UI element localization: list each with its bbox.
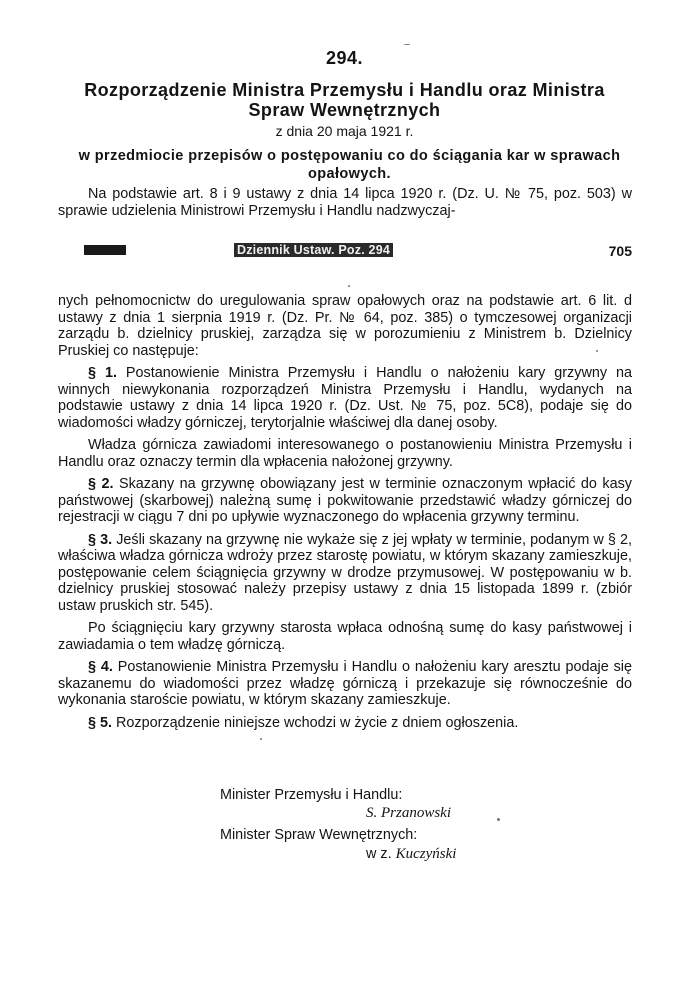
- section-1-paragraph-2: [58, 437, 632, 470]
- section-3-paragraph-2: [58, 620, 632, 653]
- scan-speck: [404, 44, 410, 45]
- section-1: [58, 365, 632, 431]
- section-3: [58, 532, 632, 615]
- section-label: § 2.: [88, 476, 114, 492]
- scan-speck: [348, 285, 350, 287]
- signature-surname: Kuczyński: [395, 846, 457, 862]
- scan-speck: [260, 738, 262, 740]
- header-journal-title: Dziennik Ustaw. Poz. 294: [234, 243, 393, 257]
- intro-paragraph: Na podstawie art. 8 i 9 ustawy z dnia 14 lipca 1920 r. (Dz. U. № 75, poz. 503) w sprawie udzielenia Ministrowi Przemysłu i Handlu nadzwyczaj-: [58, 186, 632, 219]
- running-header: [84, 243, 632, 263]
- continuation-paragraph: nych pełnomocnictw do uregulowania spraw opałowych oraz na podstawie art. 6 lit. d ustawy z dnia 1 sierpnia 1919 r. (Dz. Pr. № 64, poz. 385) o tymczesowej organizacji zarządu b. dzielnicy pruskiej, zarządza się w porozumieniu z Ministrem b. Dzielnicy Pruskiej co następuje:: [58, 293, 632, 359]
- section-5: [58, 715, 632, 732]
- header-page-number: 705: [608, 243, 632, 259]
- regulation-date: z dnia 20 maja 1921 r.: [275, 123, 414, 139]
- signature-name-industry: S. Przanowski: [366, 805, 452, 821]
- section-text: Po ściągnięciu kary grzywny starosta wpłaca odnośną sumę do kasy państwowej i zawiadamia o tem władzę górniczą.: [58, 620, 632, 653]
- scan-speck: [497, 818, 500, 821]
- signature-role-industry: Minister Przemysłu i Handlu:: [220, 787, 403, 803]
- section-text: Postanowienie Ministra Przemysłu i Handlu o nałożeniu kary grzywny na winnych niewykonania rozporządzeń Ministra Przemysłu i Handlu, wydanych na podstawie ustawy z dnia 14 lipca 1920 r. (Dz. Ust. № 75, poz. 5C8), podaje się do wiadomości władzy górniczej, terytorjalnie właściwej dla danej osoby.: [58, 365, 632, 431]
- section-text: Postanowienie Ministra Przemysłu i Handlu o nałożeniu kary aresztu podaje się skazanemu do wiadomości przez władzę górniczą i przekazuje się równocześnie do wykonania staroście powiatu, w którym skazany zamieszkuje.: [58, 659, 632, 708]
- section-label: § 5.: [88, 714, 113, 731]
- scan-speck: [596, 350, 598, 352]
- section-text: Jeśli skazany na grzywnę nie wykaże się z jej wpłaty w terminie, podanym w § 2, właściwa władza górnicza wdroży przez starostę powiatu, w którym skazany zamieszkuje, postępowanie celem ściągnięcia grzywny w drodze przymusowej. W postępowaniu w b. dzielnicy pruskiej stosować należy przepisy ustawy z dnia 15 listopada 1899 r. (zbiór ustaw pruskich str. 545).: [58, 531, 632, 614]
- section-label: § 1.: [88, 365, 117, 381]
- section-label: § 3.: [88, 531, 113, 548]
- section-text: Rozporządzenie niniejsze wchodzi w życie z dniem ogłoszenia.: [116, 714, 519, 731]
- regulation-subject: w przedmiocie przepisów o postępowaniu co do ściągania kar w sprawach opałowych.: [78, 148, 621, 182]
- signature-name-interior: [366, 846, 456, 863]
- section-text: Władza górnicza zawiadomi interesowanego o postanowieniu Ministra Przemysłu i Handlu oraz oznaczy termin dla wpłacenia nałożonej grzywny.: [58, 437, 632, 470]
- regulation-body: [58, 293, 632, 737]
- section-label: § 4.: [88, 659, 113, 675]
- section-text: Skazany na grzywnę obowiązany jest w terminie oznaczonym wpłacić do kasy państwowej (skarbowej) należną sumę i pokwitowanie przedstawić władzy górniczej do rejestracji w ciągu 7 dni po upływie wyznaczonego do wpłacenia grzywny terminu.: [58, 476, 632, 525]
- document-number: 294.: [325, 48, 364, 68]
- signature-prefix: w z.: [366, 846, 396, 862]
- section-4: [58, 659, 632, 709]
- regulation-title: Rozporządzenie Ministra Przemysłu i Handlu oraz Ministra Spraw Wewnętrznych: [84, 80, 605, 120]
- signature-role-interior: Minister Spraw Wewnętrznych:: [220, 827, 418, 843]
- header-issue-number: [84, 245, 126, 255]
- section-2: [58, 476, 632, 526]
